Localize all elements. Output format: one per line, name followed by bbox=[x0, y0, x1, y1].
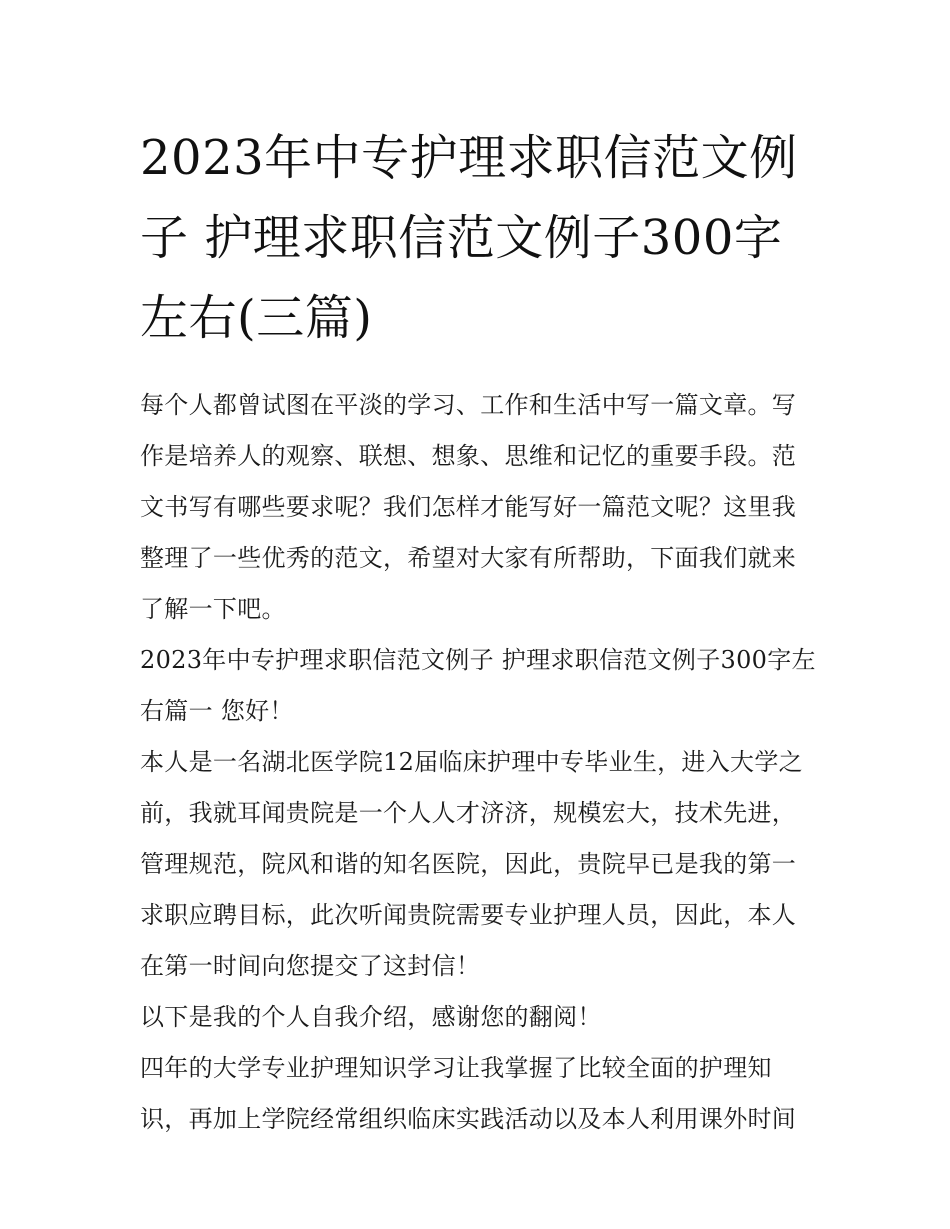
document-title: 2023年中专护理求职信范文例子 护理求职信范文例子300字左右(三篇) bbox=[140, 130, 798, 346]
document-body bbox=[140, 380, 816, 1145]
body-paragraph: 四年的大学专业护理知识学习让我掌握了比较全面的护理知识，再加上学院经常组织临床实践活动以及本人利用课外时间 bbox=[140, 1054, 797, 1133]
intro-paragraph: 每个人都曾试图在平淡的学习、工作和生活中写一篇文章。写作是培养人的观察、联想、想象、思维和记忆的重要手段。范文书写有哪些要求呢？我们怎样才能写好一篇范文呢？这里我整理了一些优秀的范文，希望对大家有所帮助，下面我们就来了解一下吧。 bbox=[140, 391, 797, 623]
section-heading-paragraph: 2023年中专护理求职信范文例子 护理求职信范文例子300字左右篇一 您好！ bbox=[140, 646, 816, 725]
document-content bbox=[140, 118, 816, 1145]
body-paragraph: 本人是一名湖北医学院12届临床护理中专毕业生，进入大学之前，我就耳闻贵院是一个人人才济济，规模宏大，技术先进，管理规范，院风和谐的知名医院，因此，贵院早已是我的第一求职应聘目标，此次听闻贵院需要专业护理人员，因此，本人在第一时间向您提交了这封信！ bbox=[140, 748, 803, 980]
body-paragraph: 以下是我的个人自我介绍，感谢您的翻阅！ bbox=[140, 1003, 602, 1031]
